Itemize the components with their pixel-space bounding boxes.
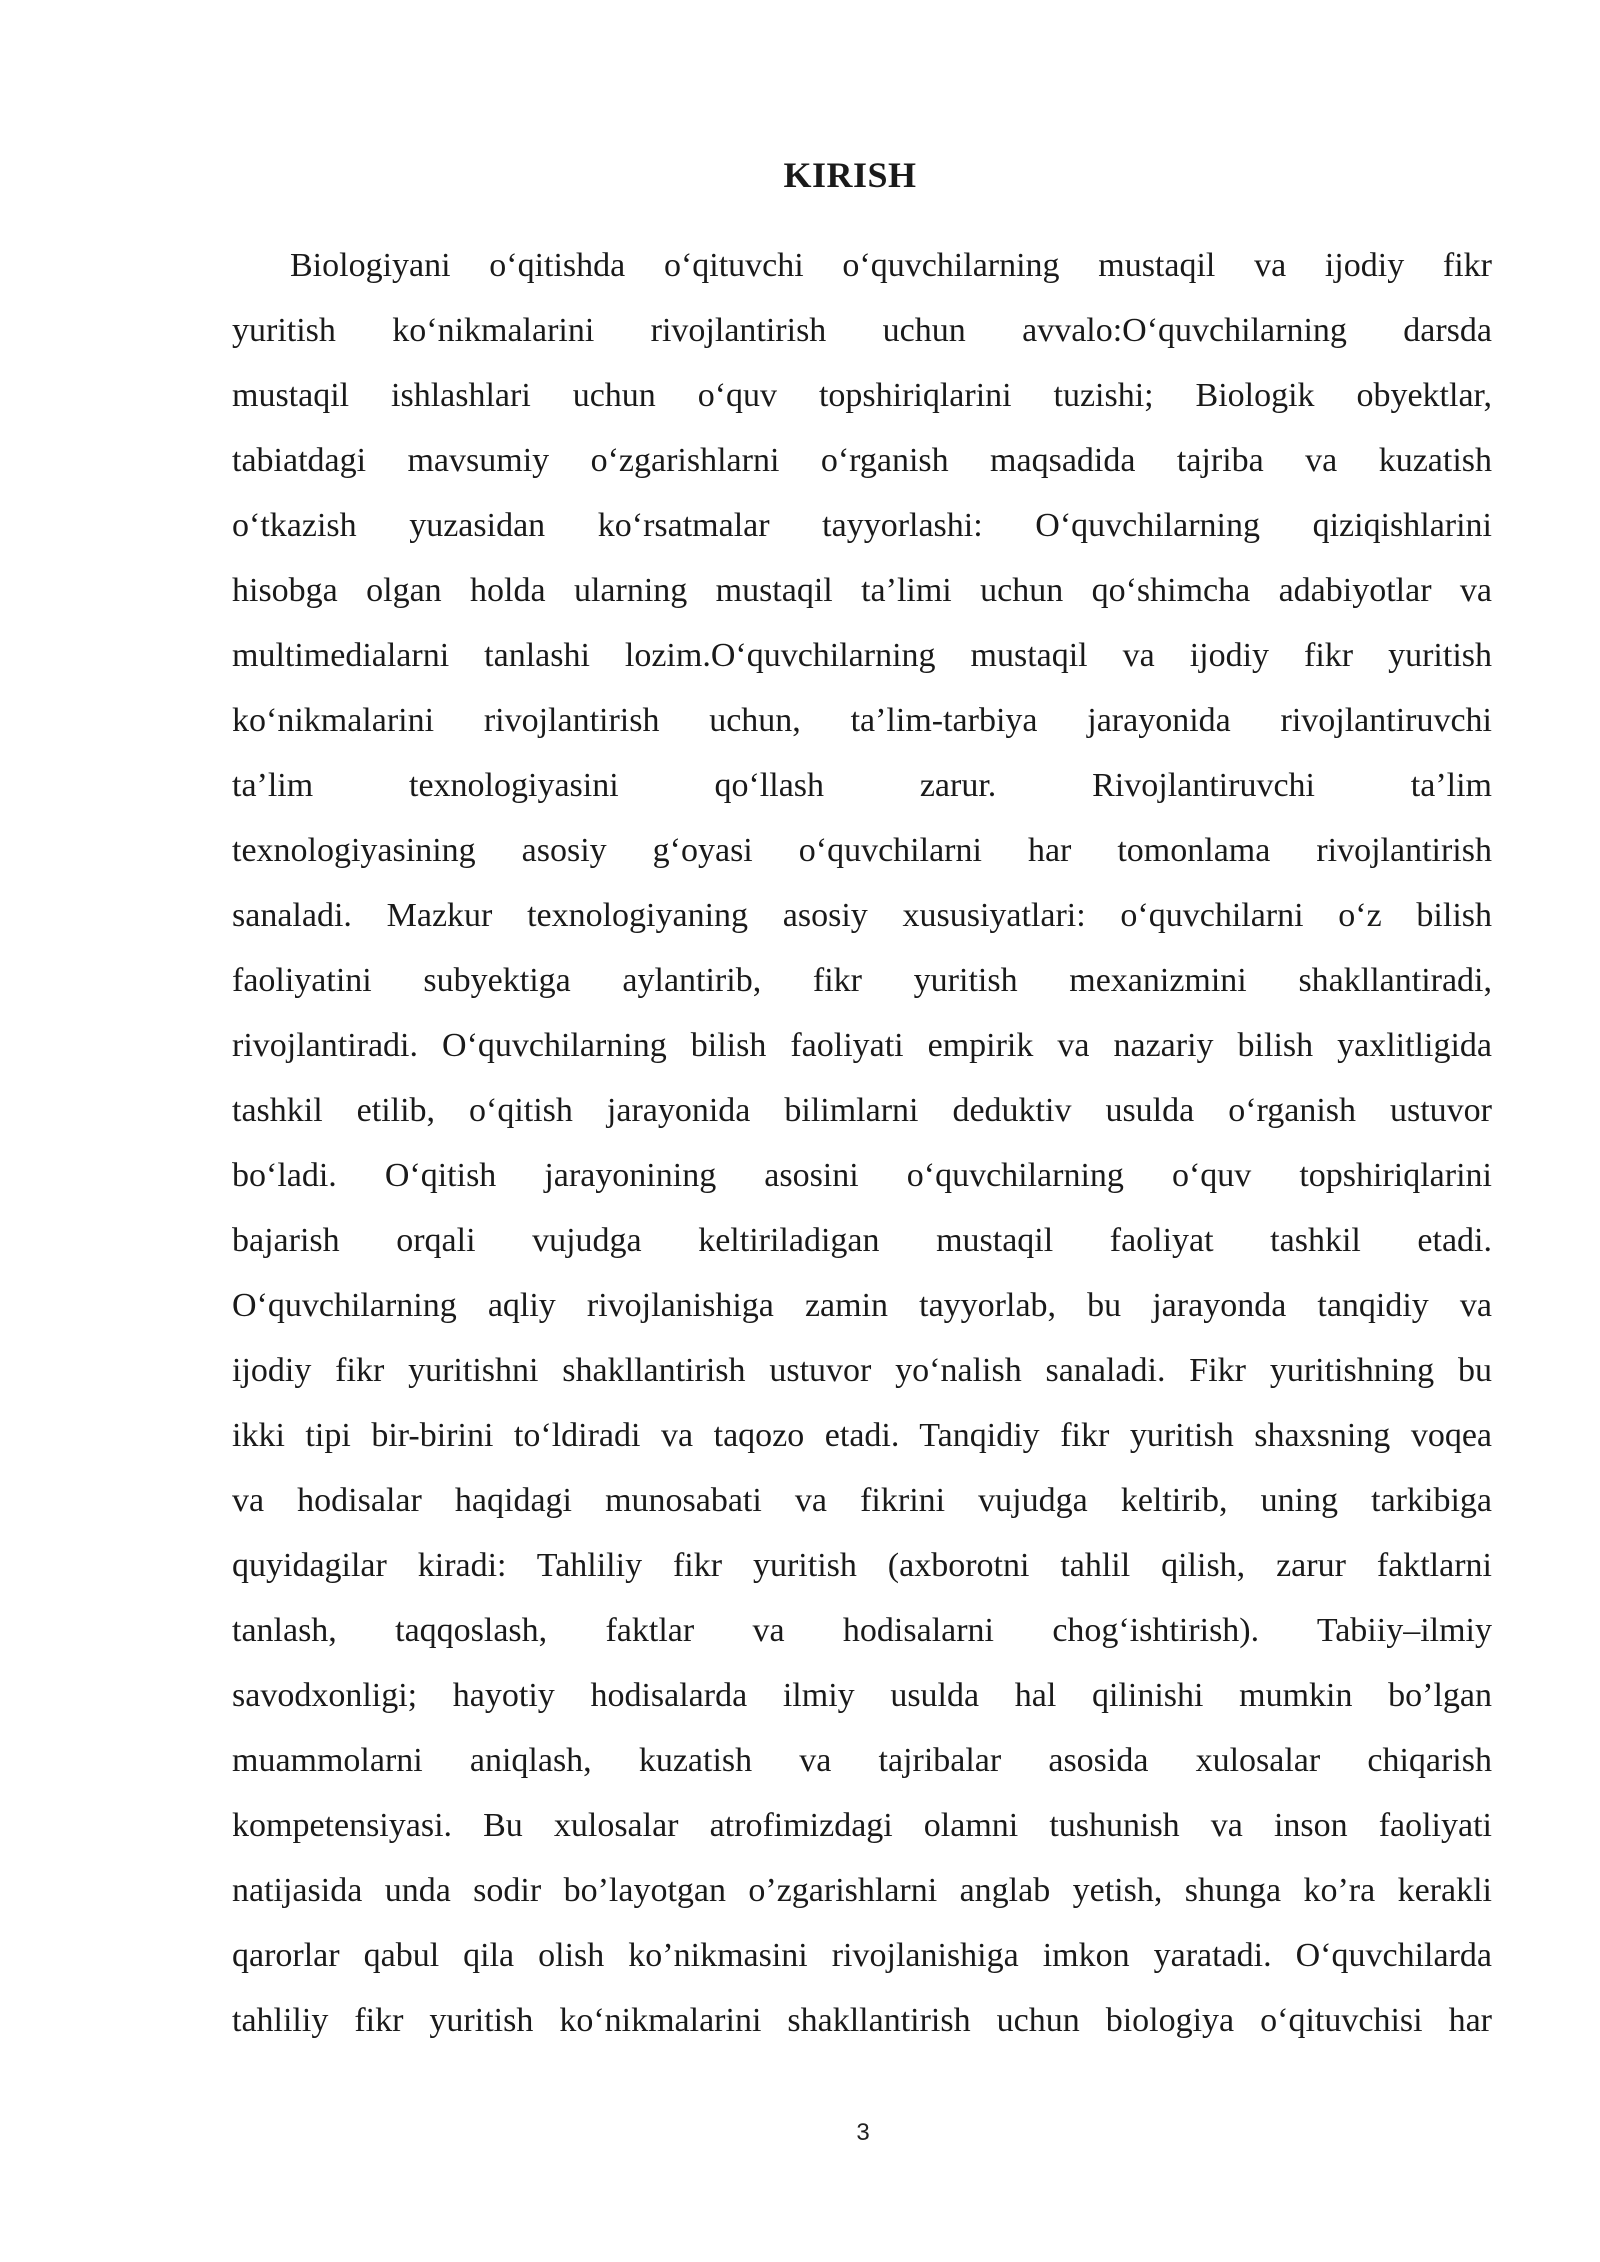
- text-line: kompetensiyasi. Bu xulosalar atrofimizdagi olamni tushunish va inson faoliyati: [232, 1807, 1492, 1844]
- text-line: mustaqil ishlashlari uchun o‘quv topshiriqlarini tuzishi; Biologik obyektlar,: [232, 377, 1492, 414]
- text-line: va hodisalar haqidagi munosabati va fikrini vujudga keltirib, uning tarkibiga: [232, 1482, 1492, 1519]
- body-paragraph: [232, 233, 1492, 2053]
- text-line: bajarish orqali vujudga keltiriladigan mustaqil faoliyat tashkil etadi.: [232, 1222, 1492, 1259]
- page-title: KIRISH: [783, 155, 917, 195]
- text-line: rivojlantiradi. O‘quvchilarning bilish faoliyati empirik va nazariy bilish yaxlitligida: [232, 1027, 1492, 1064]
- text-line: ta’lim texnologiyasini qo‘llash zarur. Rivojlantiruvchi ta’lim: [232, 767, 1492, 804]
- page-number: 3: [856, 2119, 870, 2146]
- text-line: multimedialarni tanlashi lozim.O‘quvchilarning mustaqil va ijodiy fikr yuritish: [232, 637, 1492, 674]
- text-line: Biologiyani o‘qitishda o‘qituvchi o‘quvchilarning mustaqil va ijodiy fikr: [290, 247, 1492, 284]
- text-line: yuritish ko‘nikmalarini rivojlantirish uchun avvalo:O‘quvchilarning darsda: [232, 312, 1492, 349]
- text-line: savodxonligi; hayotiy hodisalarda ilmiy usulda hal qilinishi mumkin bo’lgan: [232, 1677, 1492, 1714]
- text-line: muammolarni aniqlash, kuzatish va tajribalar asosida xulosalar chiqarish: [232, 1742, 1492, 1779]
- text-line: O‘quvchilarning aqliy rivojlanishiga zamin tayyorlab, bu jarayonda tanqidiy va: [232, 1287, 1492, 1324]
- text-line: ijodiy fikr yuritishni shakllantirish ustuvor yo‘nalish sanaladi. Fikr yuritishning bu: [232, 1352, 1492, 1389]
- text-line: ikki tipi bir-birini to‘ldiradi va taqozo etadi. Tanqidiy fikr yuritish shaxsning voqea: [232, 1417, 1492, 1454]
- text-line: sanaladi. Mazkur texnologiyaning asosiy xususiyatlari: o‘quvchilarni o‘z bilish: [232, 897, 1492, 934]
- text-line: ko‘nikmalarini rivojlantirish uchun, ta’lim-tarbiya jarayonida rivojlantiruvchi: [232, 702, 1492, 739]
- text-line: tabiatdagi mavsumiy o‘zgarishlarni o‘rganish maqsadida tajriba va kuzatish: [232, 442, 1492, 479]
- text-line: qarorlar qabul qila olish ko’nikmasini rivojlanishiga imkon yaratadi. O‘quvchilarda: [232, 1937, 1492, 1974]
- text-line: tahliliy fikr yuritish ko‘nikmalarini shakllantirish uchun biologiya o‘qituvchisi har: [232, 2002, 1492, 2039]
- text-line: quyidagilar kiradi: Tahliliy fikr yuritish (axborotni tahlil qilish, zarur faktlarni: [232, 1547, 1492, 1584]
- text-line: tanlash, taqqoslash, faktlar va hodisalarni chog‘ishtirish). Tabiiy–ilmiy: [232, 1612, 1492, 1649]
- text-line: hisobga olgan holda ularning mustaqil ta’limi uchun qo‘shimcha adabiyotlar va: [232, 572, 1492, 609]
- text-line: natijasida unda sodir bo’layotgan o’zgarishlarni anglab yetish, shunga ko’ra kerakli: [232, 1872, 1492, 1909]
- text-line: texnologiyasining asosiy g‘oyasi o‘quvchilarni har tomonlama rivojlantirish: [232, 832, 1492, 869]
- text-line: faoliyatini subyektiga aylantirib, fikr yuritish mexanizmini shakllantiradi,: [232, 962, 1492, 999]
- text-line: tashkil etilib, o‘qitish jarayonida bilimlarni deduktiv usulda o‘rganish ustuvor: [232, 1092, 1492, 1129]
- text-line: o‘tkazish yuzasidan ko‘rsatmalar tayyorlashi: O‘quvchilarning qiziqishlarini: [232, 507, 1492, 544]
- text-line: bo‘ladi. O‘qitish jarayonining asosini o‘quvchilarning o‘quv topshiriqlarini: [232, 1157, 1492, 1194]
